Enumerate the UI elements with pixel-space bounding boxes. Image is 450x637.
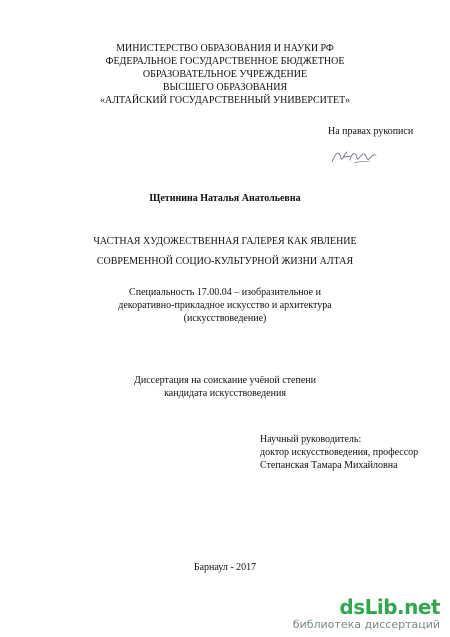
degree-block [0, 374, 450, 400]
header-line: ОБРАЗОВАТЕЛЬНОЕ УЧРЕЖДЕНИЕ [142, 69, 308, 80]
specialty-line: Специальность 17.00.04 – изобразительное и [129, 287, 321, 298]
place-year: Барнаул - 2017 [193, 562, 257, 573]
title-line: ЧАСТНАЯ ХУДОЖЕСТВЕННАЯ ГАЛЕРЕЯ КАК ЯВЛЕНИЕ [93, 236, 357, 247]
dslib-logo[interactable]: dsLib.net [339, 595, 440, 619]
header-line: МИНИСТЕРСТВО ОБРАЗОВАНИЯ И НАУКИ РФ [116, 43, 334, 54]
supervisor-line: Научный руководитель: [260, 434, 362, 445]
specialty-block [0, 286, 450, 325]
specialty-line: декоративно-прикладное искусство и архитектура [118, 300, 332, 311]
author-name: Щетинина Наталья Анатольевна [149, 193, 301, 204]
title-line: СОВРЕМЕННОЙ СОЦИО-КУЛЬТУРНОЙ ЖИЗНИ АЛТАЯ [96, 256, 354, 267]
header-line: «АЛТАЙСКИЙ ГОСУДАРСТВЕННЫЙ УНИВЕРСИТЕТ» [100, 95, 350, 106]
header-line: ВЫСШЕГО ОБРАЗОВАНИЯ [162, 82, 288, 93]
degree-line: кандидата искусствоведения [164, 388, 286, 399]
supervisor-line: доктор искусствоведения, профессор [260, 447, 419, 458]
ministry-header [0, 42, 450, 107]
dslib-watermark[interactable] [293, 596, 440, 631]
specialty-line: (искусствоведение) [183, 313, 267, 324]
supervisor-block [260, 433, 418, 472]
header-line: ФЕДЕРАЛЬНОЕ ГОСУДАРСТВЕННОЕ БЮДЖЕТНОЕ [105, 56, 345, 67]
dslib-subtitle: библиотека диссертаций [292, 618, 440, 631]
handwritten-signature [330, 146, 378, 168]
degree-line: Диссертация на соискание учёной степени [134, 375, 316, 386]
dissertation-title [0, 232, 450, 272]
rights-note: На правах рукописи [328, 126, 414, 137]
supervisor-line: Степанская Тамара Михайловна [260, 460, 398, 471]
